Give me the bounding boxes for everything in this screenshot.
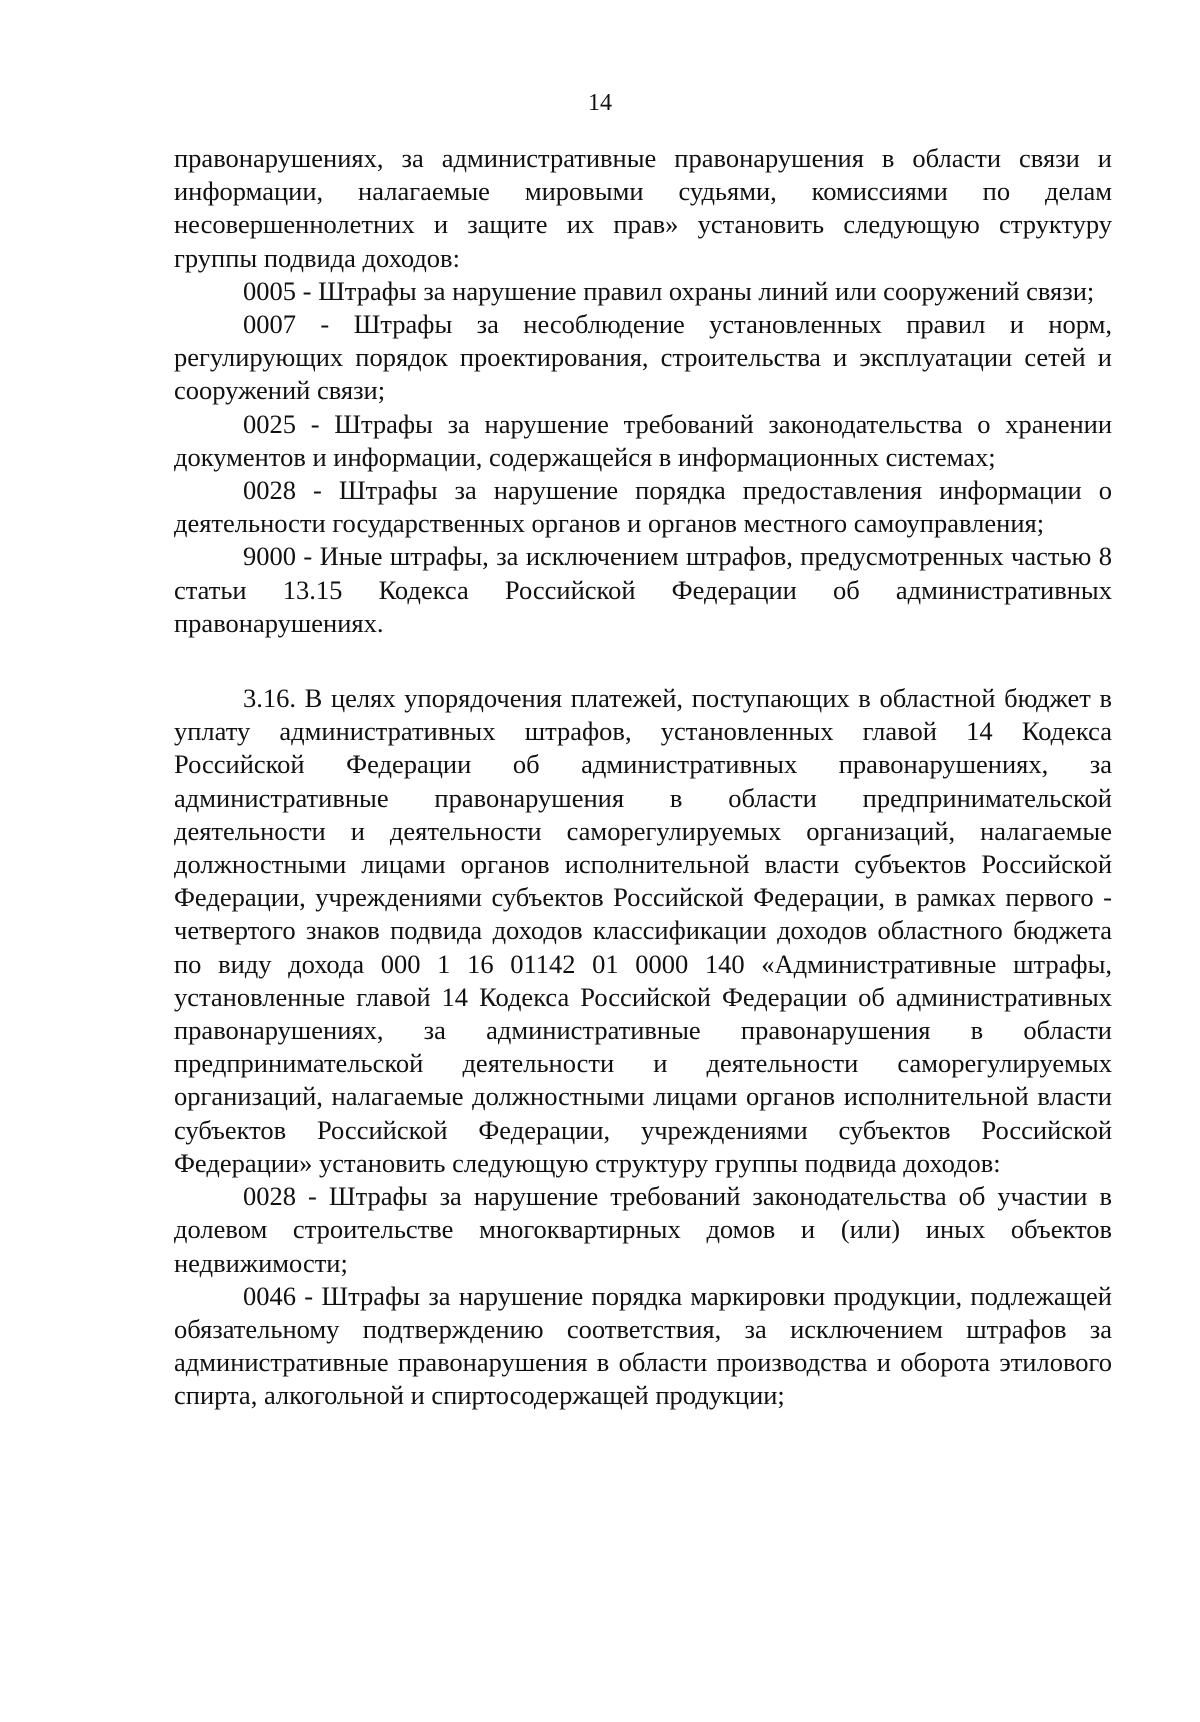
- paragraph-code-0046: 0046 - Штрафы за нарушение порядка маркировки продукции, подлежащей обязательному подтверждению соответствия, за исключением штрафов за административные правонарушения в области производства и оборота этилового спирта, алкогольной и спиртосодержащей продукции;: [174, 1280, 1112, 1411]
- paragraph-code-0005: 0005 - Штрафы за нарушение правил охраны линий или сооружений связи;: [243, 275, 1095, 306]
- section-spacer: [174, 640, 1112, 682]
- paragraph-code-0025: 0025 - Штрафы за нарушение требований законодательства о хранении документов и информации, содержащейся в информационных системах;: [174, 408, 1112, 472]
- paragraph-code-0028-construction: 0028 - Штрафы за нарушение требований законодательства об участии в долевом строительстве многоквартирных домов и (или) иных объектов недвижимости;: [174, 1181, 1112, 1278]
- paragraph-continuation: правонарушениях, за административные правонарушения в области связи и информации, налагаемые мировыми судьями, комиссиями по делам несовершеннолетних и защите их прав» установить следующую структуру группы подвида доходов:: [174, 143, 1112, 273]
- document-body: [174, 142, 1112, 1413]
- paragraph-code-9000: 9000 - Иные штрафы, за исключением штрафов, предусмотренных частью 8 статьи 13.15 Кодекса Российской Федерации об административных правонарушениях.: [174, 541, 1112, 638]
- paragraph-code-0007: 0007 - Штрафы за несоблюдение установленных правил и норм, регулирующих порядок проектирования, строительства и эксплуатации сетей и сооружений связи;: [174, 309, 1112, 406]
- page-number: 14: [588, 90, 612, 116]
- paragraph-section-3-16: 3.16. В целях упорядочения платежей, поступающих в областной бюджет в уплату административных штрафов, установленных главой 14 Кодекса Российской Федерации об административных правонарушениях, за административные правонарушения в области предпринимательской деятельности и деятельности саморегулируемых организаций, налагаемые должностными лицами органов исполнительной власти субъектов Российской Федерации, учреждениями субъектов Российской Федерации, в рамках первого - четвертого знаков подвида доходов классификации доходов областного бюджета по виду дохода 000 1 16 01142 01 0000 140 «Административные штрафы, установленные главой 14 Кодекса Российской Федерации об административных правонарушениях, за административные правонарушения в области предпринимательской деятельности и деятельности саморегулируемых организаций, налагаемые должностными лицами органов исполнительной власти субъектов Российской Федерации, учреждениями субъектов Российской Федерации» установить следующую структуру группы подвида доходов:: [174, 683, 1112, 1178]
- paragraph-code-0028: 0028 - Штрафы за нарушение порядка предоставления информации о деятельности государственных органов и органов местного самоуправления;: [174, 475, 1112, 539]
